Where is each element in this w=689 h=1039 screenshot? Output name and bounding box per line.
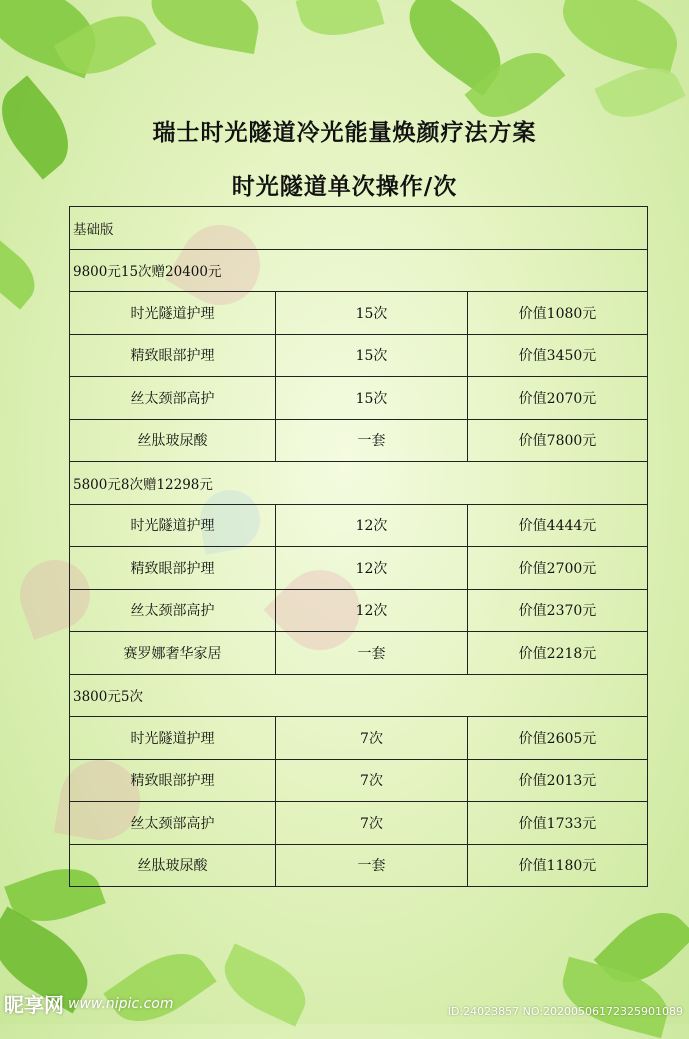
- item-cell: 精致眼部护理: [70, 547, 276, 590]
- qty-cell: 12次: [276, 504, 468, 547]
- qty-cell: 一套: [276, 632, 468, 675]
- qty-cell: 15次: [276, 334, 468, 377]
- table-row: [70, 802, 648, 845]
- table-row: [70, 759, 648, 802]
- leaf-decoration: [146, 0, 265, 54]
- table-row: [70, 632, 648, 675]
- watermark-domain: www.nipic.com: [68, 995, 174, 1012]
- value-cell: 价值2070元: [468, 377, 648, 420]
- watermark-logo: [4, 989, 174, 1018]
- value-cell: 价值4444元: [468, 504, 648, 547]
- item-cell: 丝太颈部高护: [70, 377, 276, 420]
- group-row: [70, 674, 648, 717]
- item-cell: 时光隧道护理: [70, 292, 276, 335]
- qty-cell: 7次: [276, 759, 468, 802]
- value-cell: 价值1733元: [468, 802, 648, 845]
- item-cell: 时光隧道护理: [70, 717, 276, 760]
- group-label: 3800元5次: [70, 674, 648, 717]
- qty-cell: 15次: [276, 377, 468, 420]
- qty-cell: 7次: [276, 717, 468, 760]
- group-label: 9800元15次赠20400元: [70, 249, 648, 292]
- value-cell: 价值3450元: [468, 334, 648, 377]
- qty-cell: 一套: [276, 844, 468, 887]
- table-row: [70, 844, 648, 887]
- item-cell: 精致眼部护理: [70, 334, 276, 377]
- leaf-decoration: [296, 0, 385, 45]
- group-row: [70, 249, 648, 292]
- group-row: [70, 462, 648, 505]
- leaf-decoration: [0, 240, 46, 309]
- value-cell: 价值2700元: [468, 547, 648, 590]
- page-subtitle: 时光隧道单次操作/次: [231, 173, 458, 200]
- leaf-decoration: [554, 0, 687, 74]
- table-row: [70, 589, 648, 632]
- qty-cell: 12次: [276, 589, 468, 632]
- table-row: [70, 334, 648, 377]
- value-cell: 价值7800元: [468, 419, 648, 462]
- leaf-decoration: [103, 936, 216, 1038]
- price-table: [69, 206, 648, 887]
- watermark-brand: 昵享网: [4, 993, 64, 1017]
- item-cell: 丝太颈部高护: [70, 589, 276, 632]
- qty-cell: 7次: [276, 802, 468, 845]
- table-row: [70, 377, 648, 420]
- qty-cell: 15次: [276, 292, 468, 335]
- qty-cell: 12次: [276, 547, 468, 590]
- table-row: [70, 419, 648, 462]
- value-cell: 价值1080元: [468, 292, 648, 335]
- value-cell: 价值2370元: [468, 589, 648, 632]
- value-cell: 价值1180元: [468, 844, 648, 887]
- group-label: 5800元8次赠12298元: [70, 462, 648, 505]
- group-label: 基础版: [70, 207, 648, 250]
- leaf-decoration: [214, 943, 317, 1026]
- item-cell: 丝肽玻尿酸: [70, 844, 276, 887]
- value-cell: 价值2605元: [468, 717, 648, 760]
- item-cell: 丝肽玻尿酸: [70, 419, 276, 462]
- table-row: [70, 717, 648, 760]
- value-cell: 价值2218元: [468, 632, 648, 675]
- item-cell: 赛罗娜奢华家居: [70, 632, 276, 675]
- watermark-id: ID:24023857 NO:20200506172325901089: [447, 1005, 683, 1018]
- table-row: [70, 504, 648, 547]
- item-cell: 精致眼部护理: [70, 759, 276, 802]
- value-cell: 价值2013元: [468, 759, 648, 802]
- table-row: [70, 292, 648, 335]
- table-row: [70, 547, 648, 590]
- group-row: [70, 207, 648, 250]
- qty-cell: 一套: [276, 419, 468, 462]
- item-cell: 丝太颈部高护: [70, 802, 276, 845]
- item-cell: 时光隧道护理: [70, 504, 276, 547]
- page-title: 瑞士时光隧道冷光能量焕颜疗法方案: [152, 119, 537, 146]
